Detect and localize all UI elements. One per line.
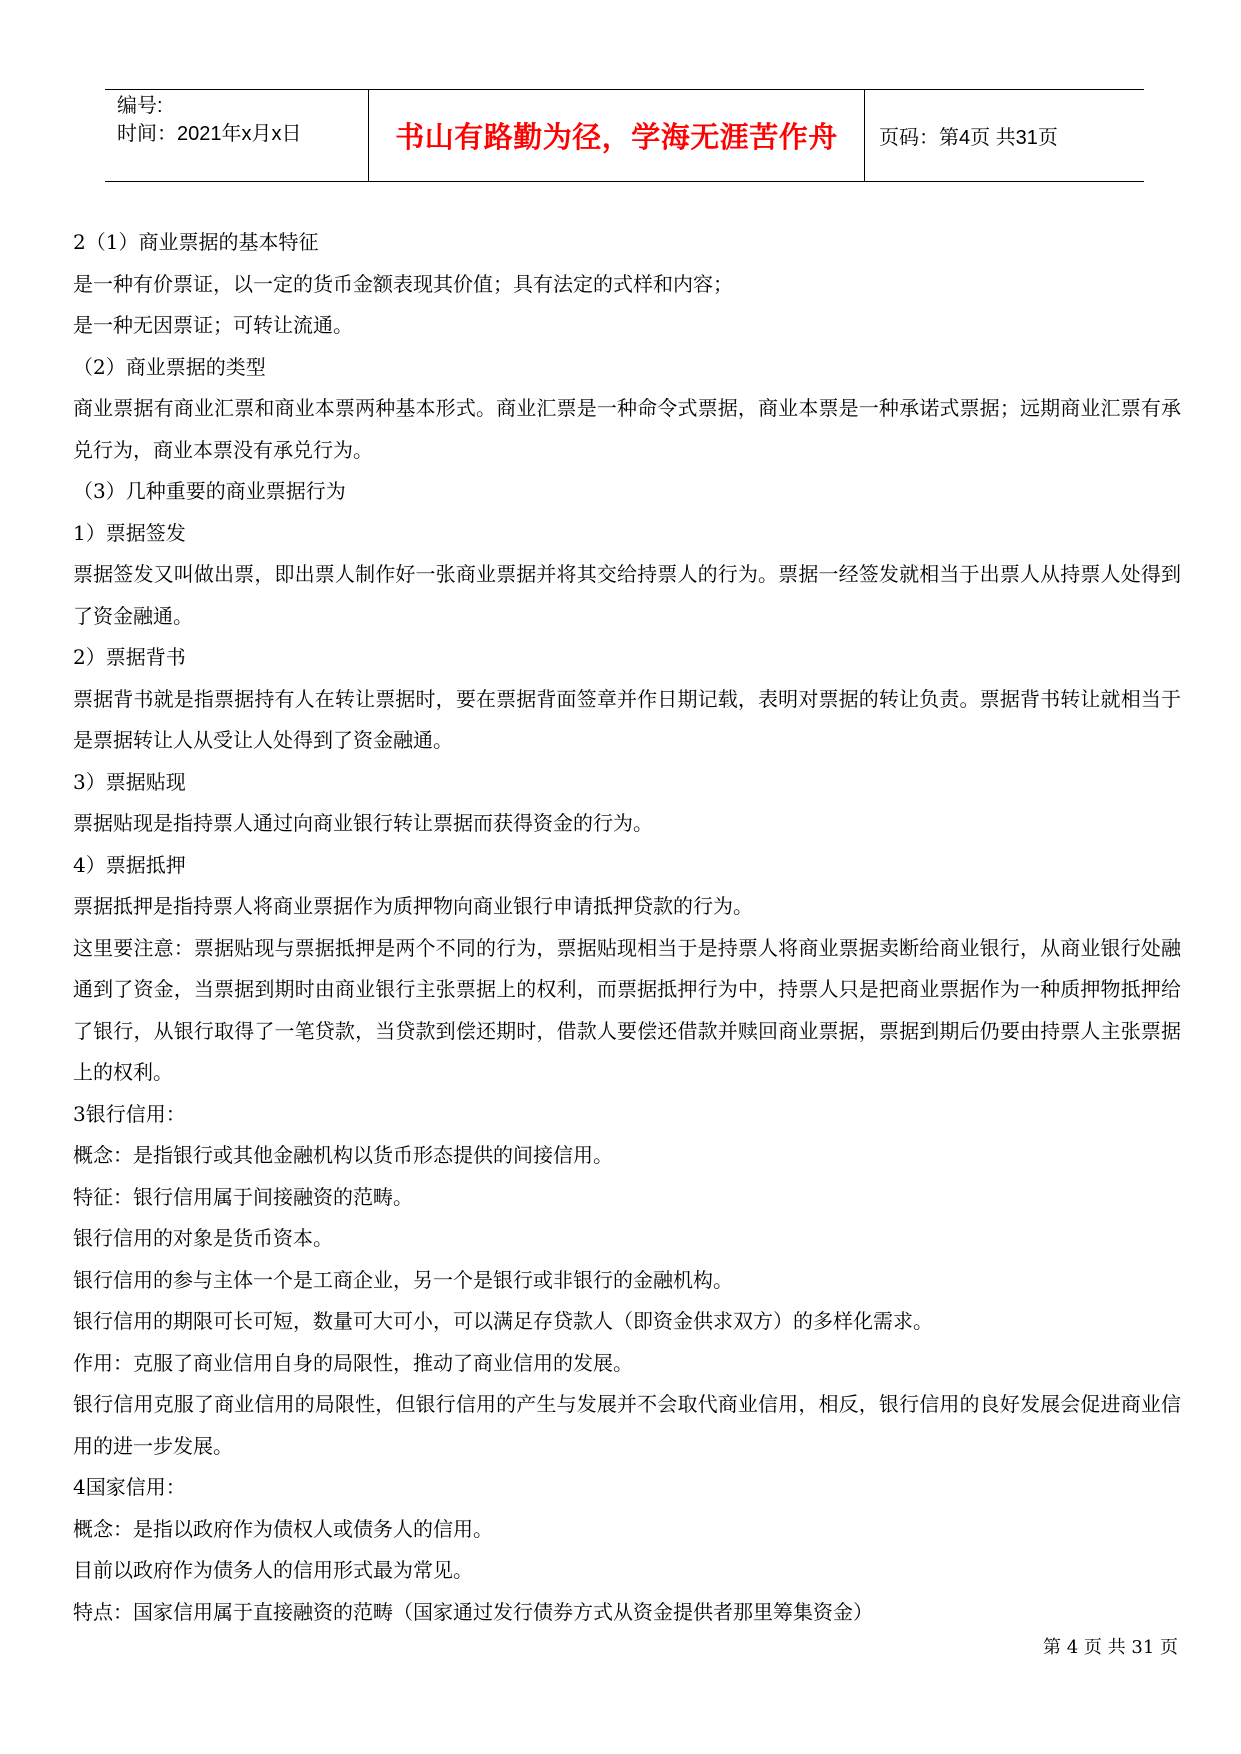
document-time-label: 时间：2021年x月x日: [117, 123, 302, 145]
paragraph-note: 这里要注意：票据贴现与票据抵押是两个不同的行为，票据贴现相当于是持票人将商业票据卖断给商业银行，从商业银行处融通到了资金，当票据到期时由商业银行主张票据上的权利，而票据抵押行为中，持票人只是把商业票据作为一种质押物抵押给了银行，从银行取得了一笔贷款，当贷款到偿还期时，借款人要偿还借款并赎回商业票据，票据到期后仍要由持票人主张票据上的权利。: [73, 935, 1181, 1084]
paragraph: 票据贴现是指持票人通过向商业银行转让票据而获得资金的行为。: [73, 811, 653, 835]
paragraph: 是一种有价票证，以一定的货币金额表现其价值；具有法定的式样和内容；: [73, 271, 733, 296]
page-header: [105, 89, 1144, 182]
paragraph: 银行信用克服了商业信用的局限性，但银行信用的产生与发展并不会取代商业信用，相反，银行信用的良好发展会促进商业信用的进一步发展。: [73, 1392, 1181, 1458]
heading-commercial-paper-features: 2（1）商业票据的基本特征: [73, 230, 319, 254]
paragraph: 银行信用的参与主体一个是工商企业，另一个是银行或非银行的金融机构。: [73, 1267, 733, 1292]
header-page-code: 页码：第4页 共31页: [879, 127, 1058, 149]
paragraph: 票据签发又叫做出票，即出票人制作好一张商业票据并将其交给持票人的行为。票据一经签发就相当于出票人从持票人处得到了资金融通。: [73, 562, 1181, 628]
paragraph: 是一种无因票证；可转让流通。: [73, 313, 353, 337]
paragraph: 银行信用的对象是货币资本。: [73, 1226, 333, 1250]
subheading-endorsement: 2）票据背书: [73, 645, 186, 669]
paragraph: 特点：国家信用属于直接融资的范畴（国家通过发行债券方式从资金提供者那里筹集资金）: [73, 1599, 873, 1624]
paragraph: 票据抵押是指持票人将商业票据作为质押物向商业银行申请抵押贷款的行为。: [73, 894, 753, 918]
paragraph: 作用：克服了商业信用自身的局限性，推动了商业信用的发展。: [73, 1350, 633, 1375]
heading-bank-credit: 3银行信用：: [73, 1101, 186, 1126]
header-info-cell: [105, 90, 369, 181]
header-page-cell: [865, 90, 1144, 181]
subheading-issuance: 1）票据签发: [73, 520, 186, 545]
header-slogan: 书山有路勤为径，学海无涯苦作舟: [395, 120, 838, 154]
paragraph: 银行信用的期限可长可短，数量可大可小，可以满足存贷款人（即资金供求双方）的多样化需求。: [73, 1309, 933, 1333]
page-footer: 第 4 页 共 31 页: [1043, 1637, 1178, 1658]
document-body: [73, 222, 1181, 1633]
paragraph: 票据背书就是指票据持有人在转让票据时，要在票据背面签章并作日期记载，表明对票据的转让负责。票据背书转让就相当于是票据转让人从受让人处得到了资金融通。: [73, 686, 1181, 752]
heading-national-credit: 4国家信用：: [73, 1475, 186, 1499]
heading-commercial-paper-types: （2）商业票据的类型: [73, 354, 266, 379]
paragraph: 概念：是指银行或其他金融机构以货币形态提供的间接信用。: [73, 1143, 613, 1167]
subheading-pledge: 4）票据抵押: [73, 852, 186, 877]
paragraph: 概念：是指以政府作为债权人或债务人的信用。: [73, 1516, 493, 1541]
heading-commercial-paper-acts: （3）几种重要的商业票据行为: [73, 479, 346, 503]
paragraph: 目前以政府作为债务人的信用形式最为常见。: [73, 1558, 473, 1582]
paragraph: 商业票据有商业汇票和商业本票两种基本形式。商业汇票是一种命令式票据，商业本票是一种承诺式票据；远期商业汇票有承兑行为，商业本票没有承兑行为。: [73, 396, 1181, 462]
subheading-discount: 3）票据贴现: [73, 769, 186, 794]
paragraph: 特征：银行信用属于间接融资的范畴。: [73, 1184, 413, 1209]
document-number-label: 编号:: [117, 95, 163, 117]
header-slogan-cell: [369, 90, 865, 181]
